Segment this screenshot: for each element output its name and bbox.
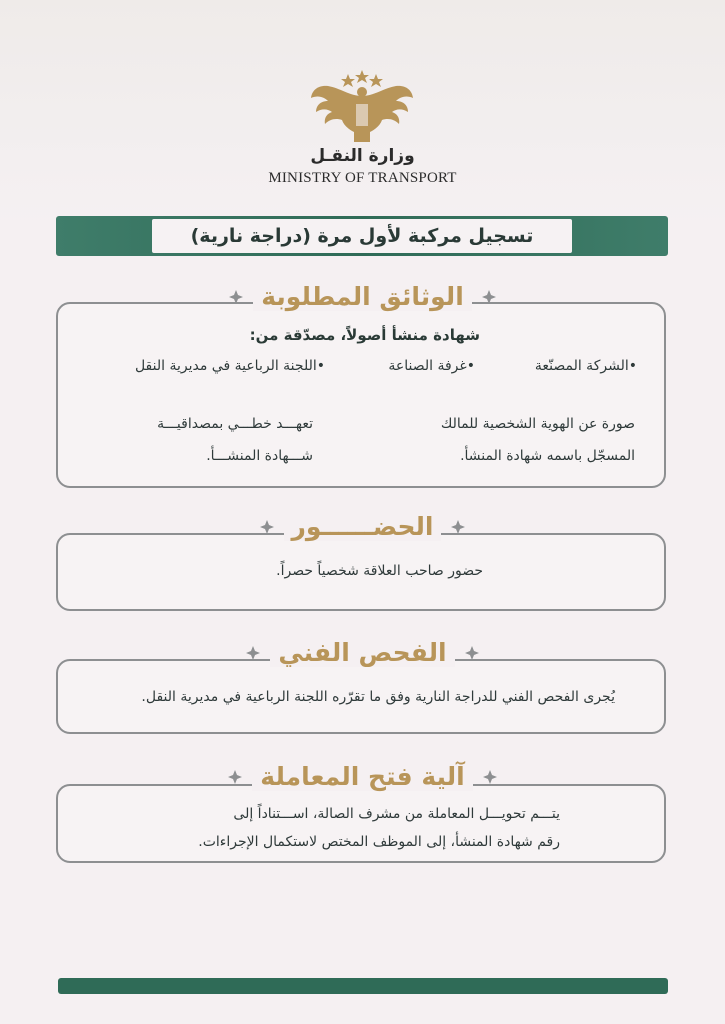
procedure-heading: آلية فتح المعاملة <box>252 762 472 791</box>
procedure-line-1: يتـــم تحويـــل المعاملة من مشرف الصالة، اســـتناداً إلى <box>233 806 560 822</box>
inspection-heading: الفحص الفني <box>270 638 454 667</box>
origin-item-chamber: •غرفة الصناعة <box>388 358 475 374</box>
star-ornament-icon <box>228 770 242 784</box>
procedure-box <box>56 784 666 863</box>
origin-certificate-title: شهادة منشأ أصولاً، مصدّقة من: <box>249 326 480 344</box>
star-ornament-icon <box>465 646 479 660</box>
pledge-line-2: شـــهادة المنشـــأ. <box>206 448 313 464</box>
inspection-text: يُجرى الفحص الفني للدراجة النارية وفق ما تقرّره اللجنة الرباعية في مديرية النقل. <box>141 689 615 705</box>
footer-bar <box>58 978 668 994</box>
origin-item-committee: •اللجنة الرباعية في مديرية النقل <box>134 358 325 374</box>
title-band <box>56 216 668 256</box>
ministry-name-arabic: وزارة النقـل <box>310 146 415 166</box>
documents-heading: الوثائق المطلوبة <box>253 282 472 311</box>
id-copy-line-1: صورة عن الهوية الشخصية للمالك <box>440 416 635 432</box>
star-ornament-icon <box>483 770 497 784</box>
star-ornament-icon <box>260 520 274 534</box>
pledge-line-1: تعهـــد خطـــي بمصداقيـــة <box>157 416 313 432</box>
procedure-heading-row <box>0 762 725 791</box>
documents-heading-row <box>0 282 725 311</box>
attendance-text: حضور صاحب العلاقة شخصياً حصراً. <box>276 563 483 579</box>
attendance-heading: الحضــــــور <box>284 512 442 541</box>
star-ornament-icon <box>246 646 260 660</box>
star-ornament-icon <box>482 290 496 304</box>
page-title: تسجيل مركبة لأول مرة (دراجة نارية) <box>152 219 572 253</box>
ministry-name-english: MINISTRY OF TRANSPORT <box>268 170 457 186</box>
procedure-line-2: رقم شهادة المنشأ، إلى الموظف المختص لاستكمال الإجراءات. <box>198 834 560 850</box>
attendance-heading-row <box>0 512 725 541</box>
inspection-heading-row <box>0 638 725 667</box>
eagle-emblem-icon <box>310 68 414 144</box>
bullet-icon: • <box>316 358 325 374</box>
origin-item-company: •الشركة المصنّعة <box>534 358 637 374</box>
id-copy-line-2: المسجّل باسمه شهادة المنشأ. <box>460 448 635 464</box>
bullet-icon: • <box>466 358 475 374</box>
bullet-icon: • <box>628 358 637 374</box>
star-ornament-icon <box>229 290 243 304</box>
star-ornament-icon <box>451 520 465 534</box>
